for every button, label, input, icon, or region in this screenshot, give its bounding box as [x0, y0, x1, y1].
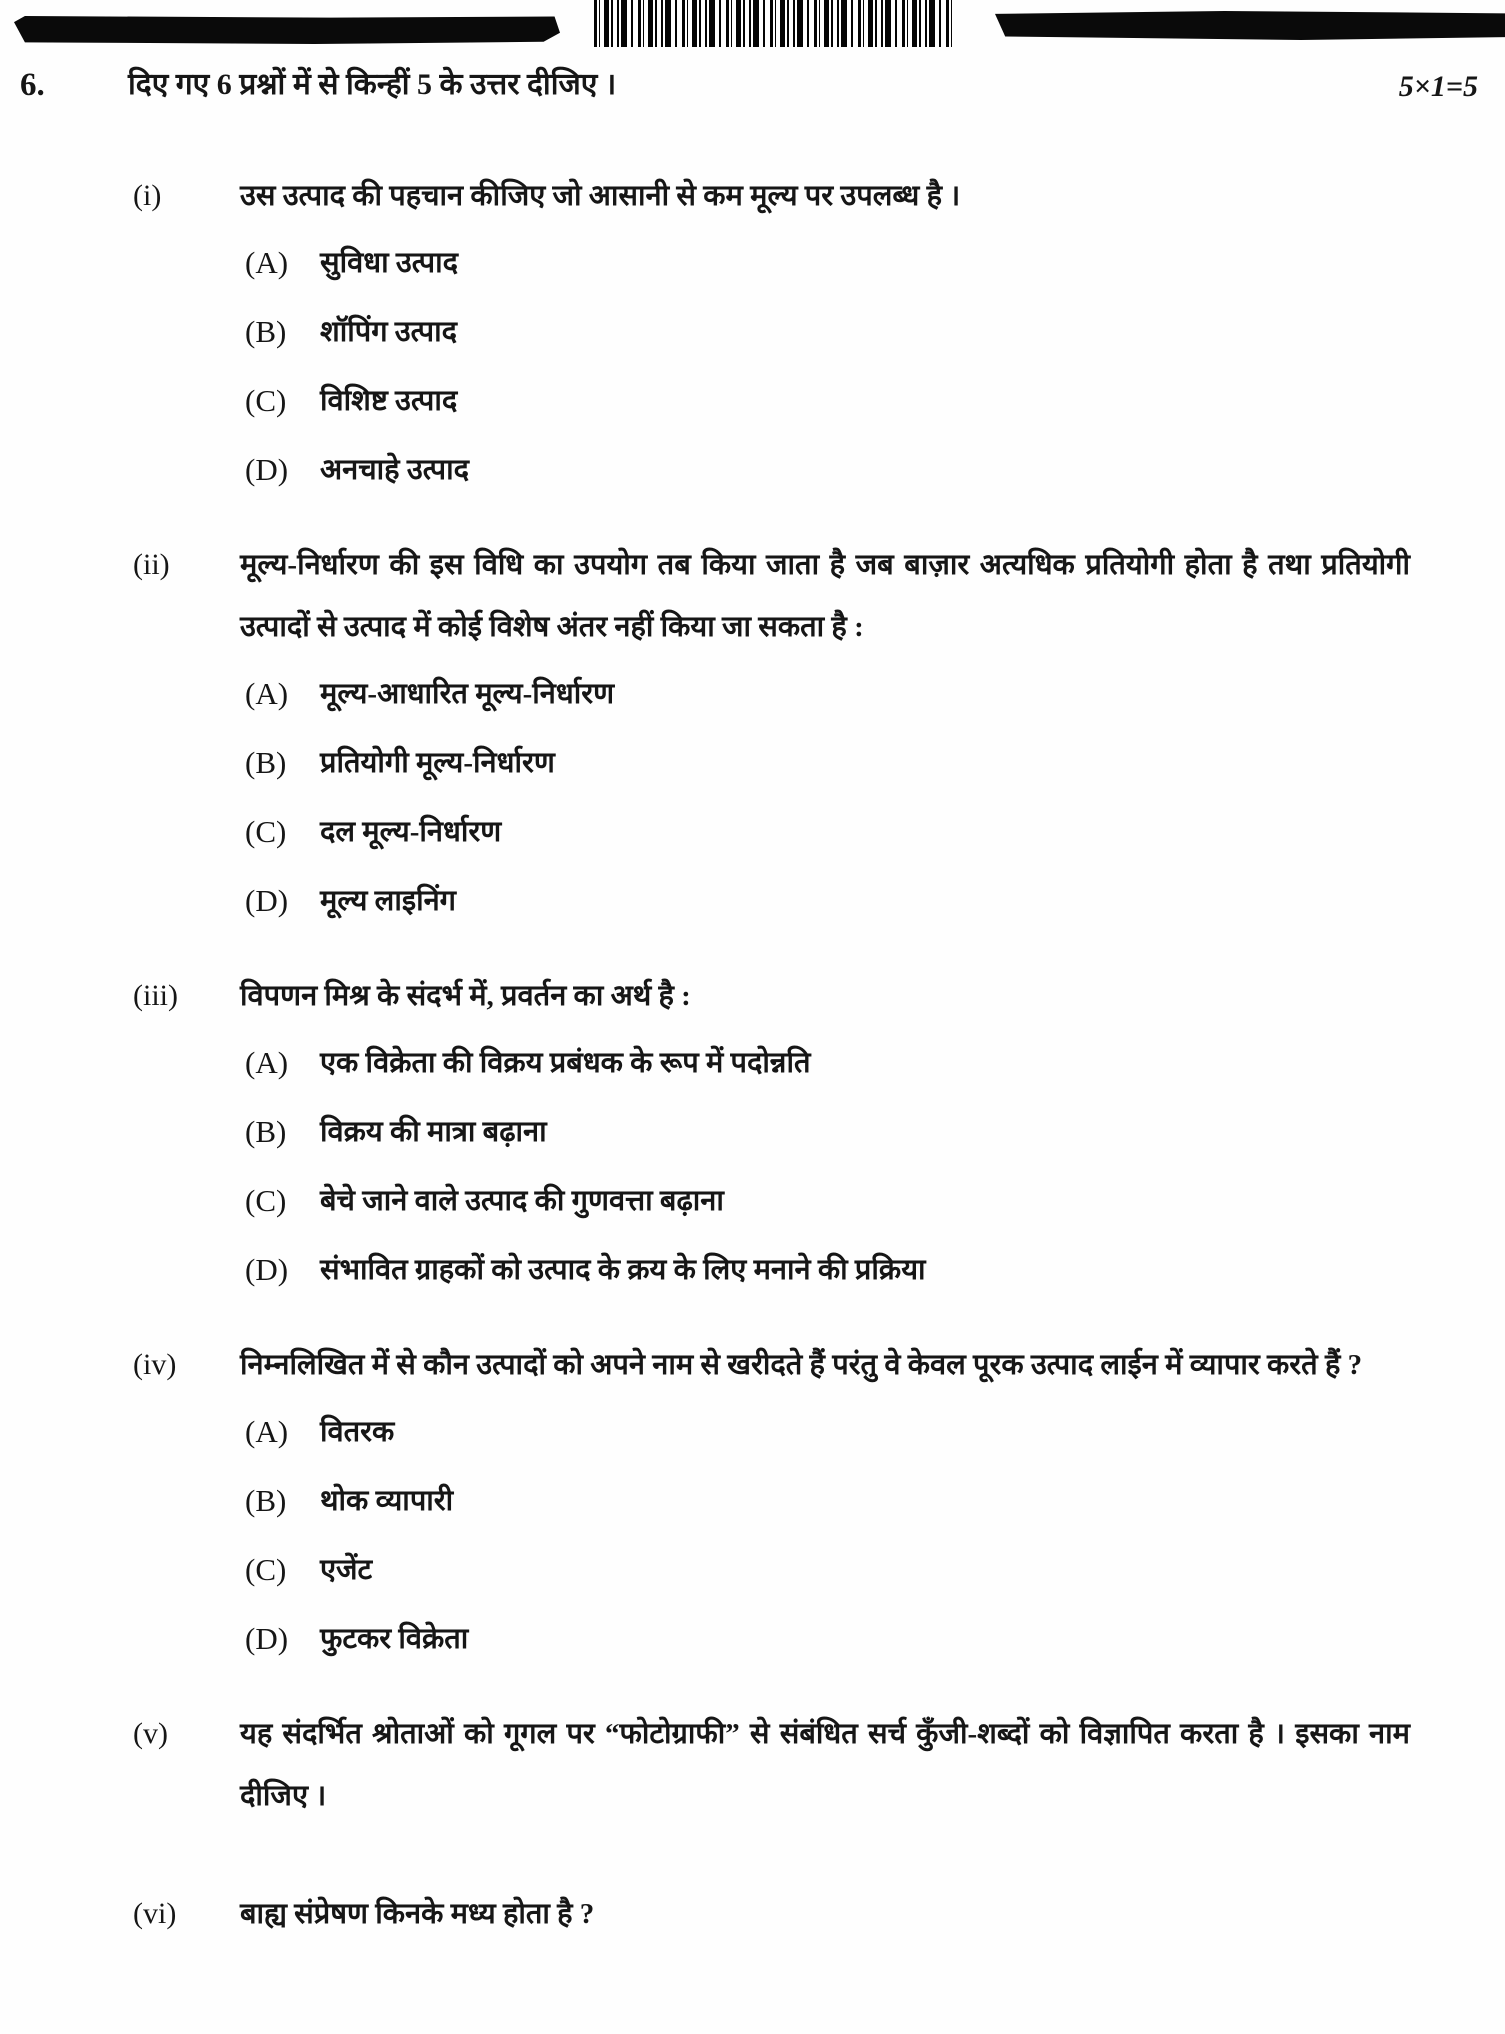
option-row: [245, 810, 1505, 854]
main-question-row: [0, 62, 1505, 110]
option-label: (B): [245, 745, 287, 780]
option-label: (D): [245, 1621, 289, 1656]
option-text: मूल्य लाइनिंग: [320, 885, 457, 917]
question-text: निम्नलिखित में से कौन उत्पादों को अपने नाम से खरीदते हैं परंतु वे केवल पूरक उत्पाद लाईन में व्यापार करते हैं ?: [240, 1349, 1363, 1381]
option-text: अनचाहे उत्पाद: [320, 454, 470, 486]
option-row: [245, 241, 1505, 285]
question-number: (iii): [133, 979, 178, 1012]
options: [0, 1410, 1505, 1661]
option-text: प्रतियोगी मूल्य-निर्धारण: [320, 747, 555, 779]
question-row: [0, 165, 1505, 227]
option-label: (A): [245, 245, 289, 280]
option-row: [245, 1179, 1505, 1223]
question-row: [0, 965, 1505, 1027]
option-text: दल मूल्य-निर्धारण: [320, 816, 502, 848]
question-text: उस उत्पाद की पहचान कीजिए जो आसानी से कम मूल्य पर उपलब्ध है ।: [240, 180, 961, 212]
option-row: [245, 879, 1505, 923]
option-text: थोक व्यापारी: [320, 1485, 454, 1517]
option-text: एजेंट: [320, 1554, 373, 1586]
option-row: [245, 1548, 1505, 1592]
question-number: (vi): [133, 1897, 177, 1930]
option-row: [245, 1248, 1505, 1292]
option-text: संभावित ग्राहकों को उत्पाद के क्रय के लिए मनाने की प्रक्रिया: [320, 1254, 926, 1286]
option-text: विशिष्ट उत्पाद: [320, 385, 458, 417]
question-row: [0, 1703, 1505, 1827]
option-text: सुविधा उत्पाद: [320, 247, 459, 279]
question-row: [0, 1883, 1505, 1945]
main-question-text: दिए गए 6 प्रश्नों में से किन्हीं 5 के उत्तर दीजिए ।: [128, 68, 617, 101]
option-text: शॉपिंग उत्पाद: [320, 316, 458, 348]
option-text: फुटकर विक्रेता: [320, 1623, 469, 1655]
option-label: (C): [245, 383, 287, 418]
option-label: (C): [245, 1552, 287, 1587]
question-number: (i): [133, 179, 162, 212]
option-row: [245, 1410, 1505, 1454]
option-row: [245, 672, 1505, 716]
option-label: (D): [245, 452, 289, 487]
question-row: [0, 1334, 1505, 1396]
option-label: (D): [245, 883, 289, 918]
option-row: [245, 448, 1505, 492]
option-row: [245, 1110, 1505, 1154]
questions: [0, 165, 1505, 1959]
main-question-number: 6.: [20, 67, 45, 103]
option-text: वितरक: [320, 1416, 395, 1448]
option-text: बेचे जाने वाले उत्पाद की गुणवत्ता बढ़ाना: [320, 1185, 724, 1217]
option-label: (C): [245, 814, 287, 849]
options: [0, 1041, 1505, 1292]
option-row: [245, 741, 1505, 785]
option-text: एक विक्रेता की विक्रय प्रबंधक के रूप में पदोन्नति: [320, 1047, 811, 1079]
question-row: [0, 534, 1505, 658]
option-text: विक्रय की मात्रा बढ़ाना: [320, 1116, 547, 1148]
option-row: [245, 1617, 1505, 1661]
question-number: (ii): [133, 548, 170, 581]
option-row: [245, 379, 1505, 423]
option-row: [245, 1479, 1505, 1523]
option-label: (A): [245, 676, 289, 711]
option-row: [245, 310, 1505, 354]
option-label: (A): [245, 1414, 289, 1449]
option-label: (C): [245, 1183, 287, 1218]
option-label: (B): [245, 1483, 287, 1518]
question-number: (v): [133, 1717, 168, 1750]
question-block: [0, 1703, 1505, 1841]
question-text: यह संदर्भित श्रोताओं को गूगल पर “फोटोग्राफी” से संबंधित सर्च कुँजी-शब्दों को विज्ञापित करता है । इसका नाम दीजिए ।: [240, 1718, 1410, 1812]
option-text: मूल्य-आधारित मूल्य-निर्धारण: [320, 678, 615, 710]
options: [0, 672, 1505, 923]
question-text: विपणन मिश्र के संदर्भ में, प्रवर्तन का अर्थ है :: [240, 980, 691, 1012]
question-number: (iv): [133, 1348, 177, 1381]
question-block: [0, 1334, 1505, 1661]
question-text: बाह्य संप्रेषण किनके मध्य होता है ?: [240, 1898, 595, 1930]
marks-label: 5×1=5: [1398, 70, 1478, 103]
question-block: [0, 165, 1505, 492]
question-text: मूल्य-निर्धारण की इस विधि का उपयोग तब किया जाता है जब बाज़ार अत्यधिक प्रतियोगी होता है तथा प्रतियोगी उत्पादों से उत्पाद में कोई विशेष अंतर नहीं किया जा सकता है :: [240, 549, 1410, 643]
question-block: [0, 1883, 1505, 1959]
option-row: [245, 1041, 1505, 1085]
option-label: (B): [245, 314, 287, 349]
option-label: (A): [245, 1045, 289, 1080]
options: [0, 241, 1505, 492]
question-block: [0, 534, 1505, 923]
option-label: (B): [245, 1114, 287, 1149]
question-block: [0, 965, 1505, 1292]
option-label: (D): [245, 1252, 289, 1287]
